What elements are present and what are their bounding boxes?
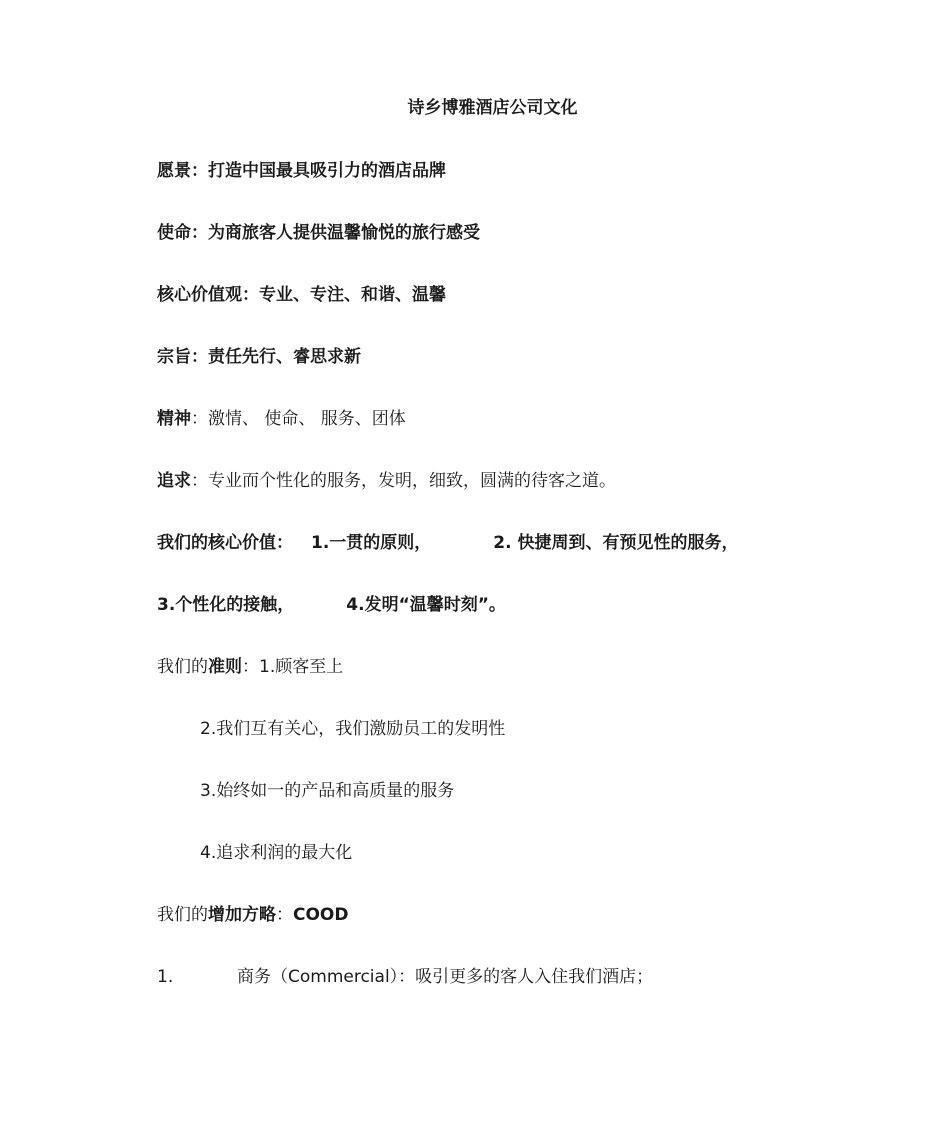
mission-line (157, 221, 480, 245)
our-values-line-2 (157, 593, 506, 617)
pursuit-label: 追求 (157, 471, 191, 491)
pursuit-line (157, 469, 616, 493)
strategy-item-1 (157, 965, 653, 989)
our-values-item1: 1.一贯的原则， (311, 533, 432, 553)
pursuit-text: ：专业而个性化的服务，发明，细致，圆满的待客之道。 (191, 471, 616, 491)
spirit-label: 精神 (157, 409, 191, 429)
purpose-line (157, 345, 361, 369)
vision-label: 愿景： (157, 161, 208, 181)
principles-line (157, 655, 343, 679)
our-values-label: 我们的核心价值： (157, 533, 293, 553)
purpose-label: 宗旨： (157, 347, 208, 367)
principles-item: 4.追求利润的最大化 (200, 843, 353, 863)
document-title: 诗乡博雅酒店公司文化 (407, 98, 578, 118)
strategy-item-text: 商务（Commercial）：吸引更多的客人入住我们酒店； (237, 967, 654, 987)
mission-label: 使命： (157, 223, 208, 243)
spirit-line (157, 407, 406, 431)
core-values-text: 专业、专注、和谐、温馨 (259, 285, 446, 305)
core-values-line (157, 283, 446, 307)
strategy-item-number: 1. (157, 967, 174, 987)
vision-text: 打造中国最具吸引力的酒店品牌 (208, 161, 446, 181)
mission-text: 为商旅客人提供温馨愉悦的旅行感受 (208, 223, 480, 243)
spirit-text: ：激情、 使命、 服务、团体 (191, 409, 406, 429)
strategy-code: COOD (293, 905, 349, 925)
our-values-item4: 4.发明“温馨时刻”。 (346, 595, 506, 615)
principles-item: 2.我们互有关心，我们激励员工的发明性 (200, 719, 506, 739)
principles-item: 3.始终如一的产品和高质量的服务 (200, 781, 455, 801)
strategy-label: 增加方略 (208, 905, 276, 925)
principles-first: ：1.顾客至上 (242, 657, 344, 677)
our-values-line (157, 531, 739, 555)
core-values-label: 核心价值观： (157, 285, 259, 305)
strategy-prefix: 我们的 (157, 905, 208, 925)
purpose-text: 责任先行、睿思求新 (208, 347, 361, 367)
principles-prefix: 我们的 (157, 657, 208, 677)
our-values-item2: 2. 快捷周到、有预见性的服务， (493, 533, 739, 553)
strategy-sep: ： (276, 905, 293, 925)
our-values-item3: 3.个性化的接触， (157, 595, 295, 615)
strategy-line (157, 903, 349, 927)
vision-line (157, 159, 446, 183)
principles-label: 准则 (208, 657, 242, 677)
